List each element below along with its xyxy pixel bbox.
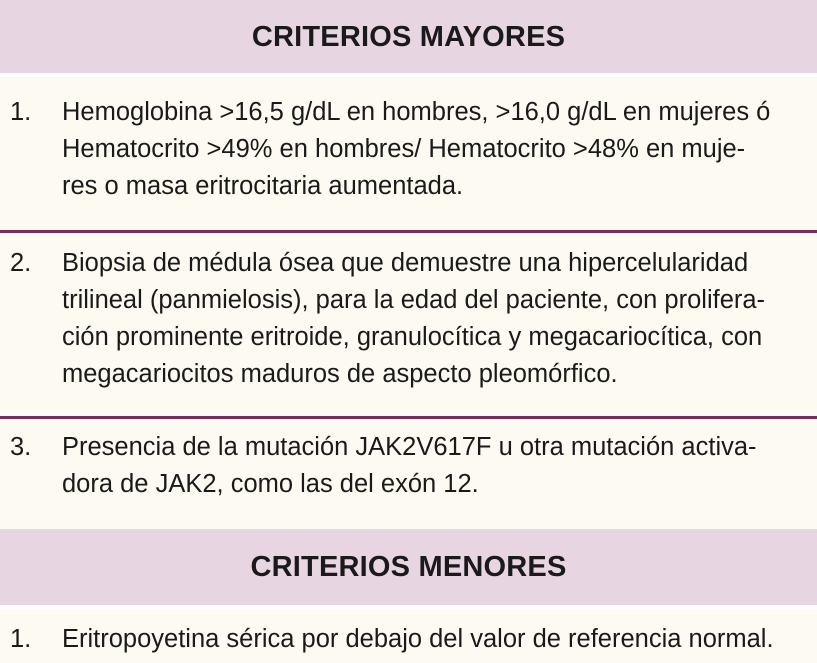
criterion-line: megacariocitos maduros de aspecto pleomórfico. [62, 360, 618, 388]
criterion-number: 1. [10, 625, 32, 653]
minor-criteria-header [0, 529, 817, 605]
criterion-line: res o masa eritrocitaria aumentada. [62, 172, 464, 200]
criterion-line: Biopsia de médula ósea que demuestre una hipercelularidad [62, 249, 749, 277]
criterion-line: Hematocrito >49% en hombres/ Hematocrito >48% en muje- [62, 135, 746, 163]
criterion-number: 1. [10, 98, 32, 126]
minor-criteria-title: CRITERIOS MENORES [250, 550, 567, 583]
major-criteria-header [0, 0, 817, 73]
criterion-number: 2. [10, 249, 32, 277]
criterion-text [62, 245, 817, 416]
criterion-line: Presencia de la mutación JAK2V617F u otra mutación activa- [62, 433, 757, 461]
major-criteria-title: CRITERIOS MAYORES [251, 21, 566, 53]
criterion-number: 3. [10, 433, 32, 461]
criterion-text [62, 94, 817, 230]
criterion-text [62, 621, 817, 663]
major-criterion-3 [0, 419, 817, 529]
criterion-line: ción prominente eritroide, granulocítica y megacariocítica, con [62, 323, 763, 351]
criterion-line: dora de JAK2, como las del exón 12. [62, 470, 479, 498]
criterion-text [62, 429, 817, 529]
major-criterion-1 [0, 77, 817, 230]
major-criterion-2 [0, 233, 817, 416]
criterion-line: trilineal (panmielosis), para la edad del paciente, con prolifera- [62, 286, 766, 314]
criterion-line: Hemoglobina >16,5 g/dL en hombres, >16,0 g/dL en mujeres ó [62, 98, 771, 126]
minor-criterion-1 [0, 609, 817, 663]
criterion-line: Eritropoyetina sérica por debajo del valor de referencia normal. [62, 625, 774, 653]
